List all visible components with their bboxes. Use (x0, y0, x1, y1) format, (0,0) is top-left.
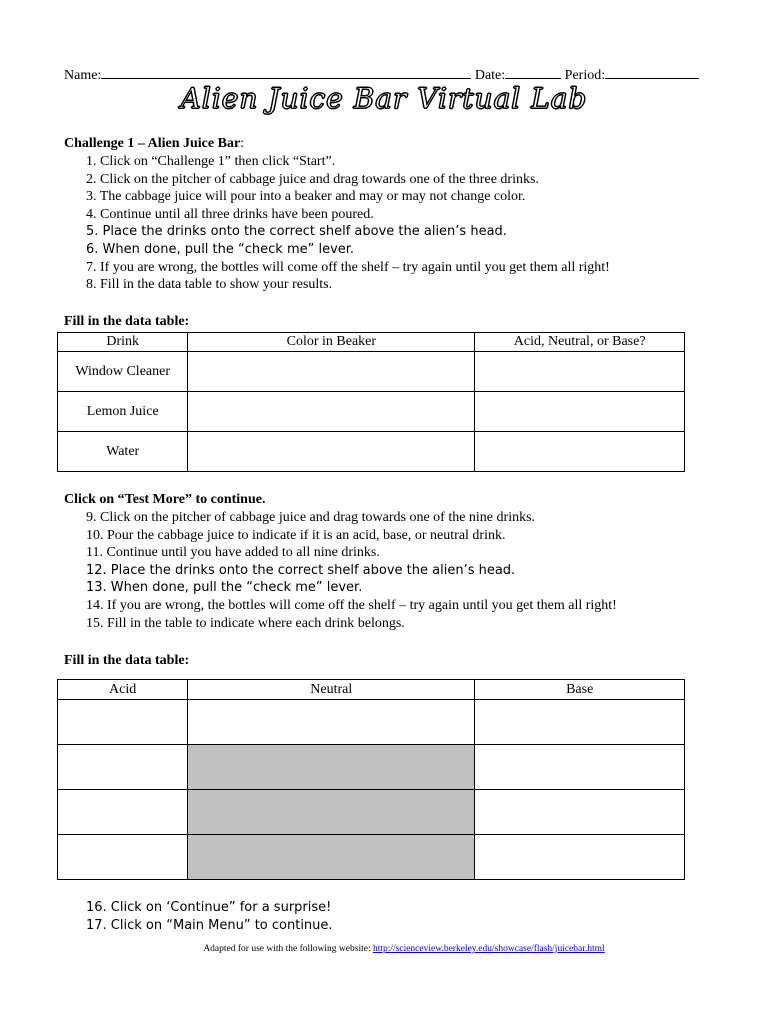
color-cell[interactable] (188, 432, 475, 472)
table-header: Drink (58, 333, 188, 352)
step-item: 8. Fill in the data table to show your results. (86, 277, 333, 293)
base-cell[interactable] (475, 700, 685, 745)
step-item: 13. When done, pull the “check me” lever. (86, 580, 363, 596)
student-info-line (64, 64, 696, 84)
step-item: 4. Continue until all three drinks have been poured. (86, 206, 374, 222)
footer-note (0, 944, 768, 954)
step-item: 9. Click on the pitcher of cabbage juice and drag towards one of the nine drinks. (86, 510, 536, 525)
source-link[interactable]: http://scienceview.berkeley.edu/showcase/flash/juicebar.html (372, 944, 605, 954)
table-row (58, 745, 685, 790)
drink-cell: Lemon Juice (58, 392, 188, 432)
step-item: 10. Pour the cabbage juice to indicate if it is an acid, base, or neutral drink. (86, 527, 506, 543)
table-header: Acid (58, 680, 188, 700)
test-more-steps (86, 509, 617, 632)
shaded-cell (188, 835, 475, 880)
step-item: 15. Fill in the table to indicate where each drink belongs. (86, 615, 405, 631)
step-item: 3. The cabbage juice will pour into a beaker and may or may not change color. (86, 189, 526, 205)
step-item: 16. Click on ‘Continue” for a surprise! (86, 900, 332, 915)
type-cell[interactable] (475, 432, 685, 472)
table-row (58, 700, 685, 745)
base-cell[interactable] (475, 835, 685, 880)
color-cell[interactable] (188, 392, 475, 432)
shaded-cell (188, 790, 475, 835)
step-item: 2. Click on the pitcher of cabbage juice and drag towards one of the three drinks. (86, 171, 539, 187)
footer-text: Adapted for use with the following website: (203, 944, 373, 954)
acid-cell[interactable] (58, 700, 188, 745)
table-header: Neutral (188, 680, 475, 700)
shaded-cell (188, 745, 475, 790)
date-label: Date: (474, 68, 506, 83)
step-item: 6. When done, pull the “check me” lever. (86, 241, 355, 257)
base-cell[interactable] (475, 790, 685, 835)
step-item: 7. If you are wrong, the bottles will come off the shelf – try again until you get them all right! (86, 259, 610, 275)
final-steps (86, 899, 333, 935)
period-label: Period: (564, 68, 606, 83)
date-blank (505, 64, 561, 79)
step-item: 1. Click on “Challenge 1” then click “Start”. (86, 154, 336, 169)
type-cell[interactable] (475, 352, 685, 392)
drink-classification-table (57, 679, 685, 880)
drink-cell: Window Cleaner (58, 352, 188, 392)
acid-cell[interactable] (58, 835, 188, 880)
challenge1-heading-colon: : (240, 136, 245, 151)
table-row (58, 352, 685, 392)
step-item: 11. Continue until you have added to all nine drinks. (86, 545, 380, 561)
type-cell[interactable] (475, 392, 685, 432)
step-item: 12. Place the drinks onto the correct shelf above the alien’s head. (86, 562, 516, 578)
step-item: 5. Place the drinks onto the correct shelf above the alien’s head. (86, 224, 507, 240)
test-more-heading: Click on “Test More” to continue. (64, 492, 266, 507)
neutral-cell[interactable] (188, 700, 475, 745)
table-row (58, 392, 685, 432)
color-cell[interactable] (188, 352, 475, 392)
base-cell[interactable] (475, 745, 685, 790)
table-header: Color in Beaker (188, 333, 475, 352)
step-item: 14. If you are wrong, the bottles will come off the shelf – try again until you get them all right! (86, 597, 617, 613)
drink-results-table (57, 332, 685, 472)
table-row (58, 432, 685, 472)
table-header: Acid, Neutral, or Base? (475, 333, 685, 352)
table-row (58, 835, 685, 880)
acid-cell[interactable] (58, 790, 188, 835)
period-blank (605, 64, 699, 79)
challenge1-heading (64, 136, 244, 152)
table2-heading: Fill in the data table: (64, 653, 190, 668)
step-item: 17. Click on “Main Menu” to continue. (86, 918, 333, 933)
table1-heading: Fill in the data table: (64, 314, 190, 329)
drink-cell: Water (58, 432, 188, 472)
acid-cell[interactable] (58, 745, 188, 790)
name-label: Name: (64, 68, 102, 83)
table-row (58, 790, 685, 835)
page-title: Alien Juice Bar Virtual Lab (180, 82, 588, 115)
challenge1-steps (86, 153, 610, 294)
table-header: Base (475, 680, 685, 700)
name-blank (101, 64, 471, 79)
challenge1-heading-text: Challenge 1 – Alien Juice Bar (64, 136, 241, 151)
